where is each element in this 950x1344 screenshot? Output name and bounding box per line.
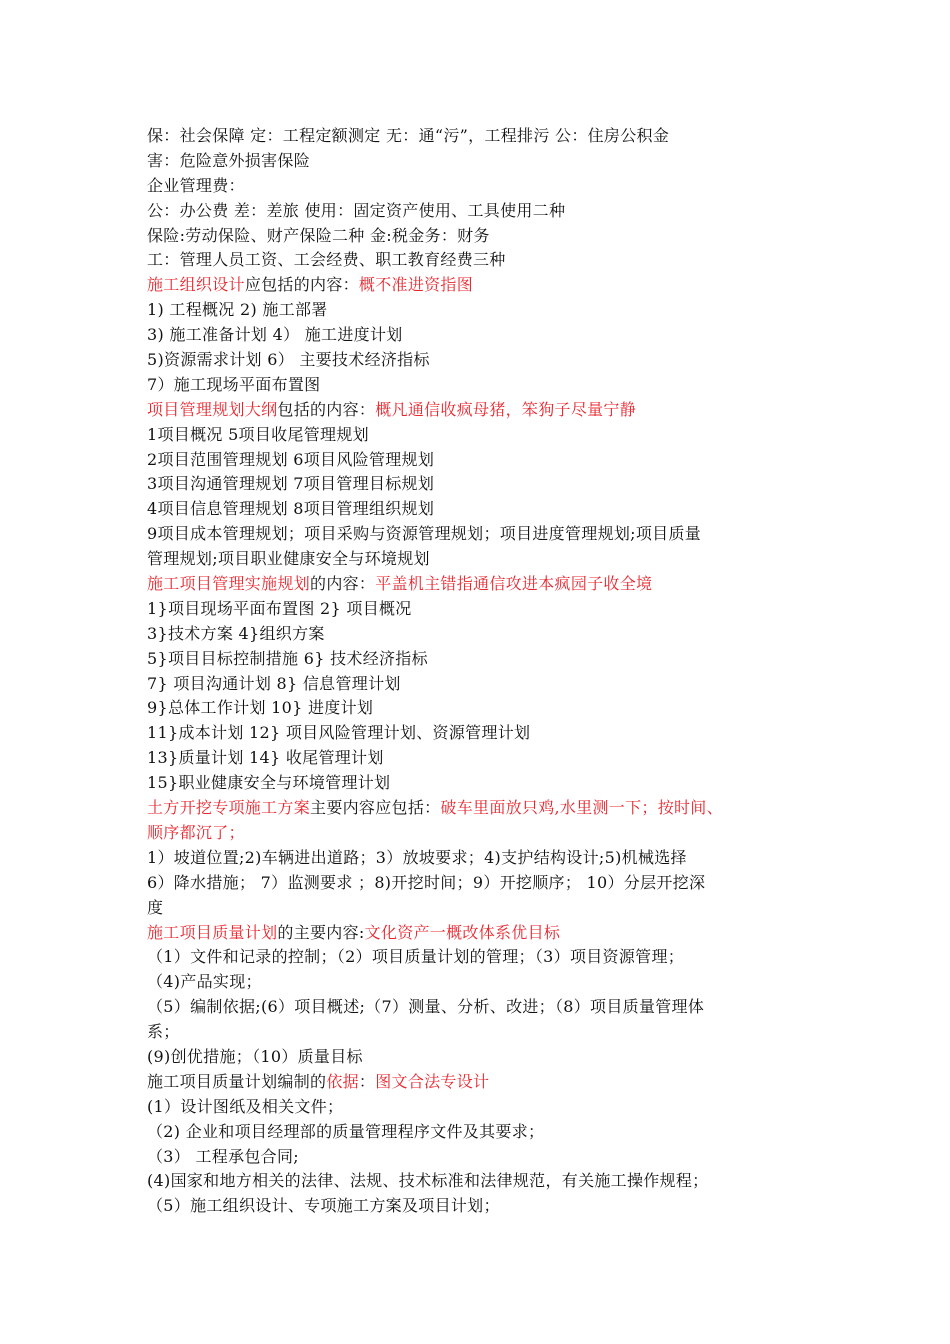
body-text: （5）施工组织设计、专项施工方案及项目计划； [147,1196,500,1216]
text-line [147,622,827,647]
text-line [147,497,827,522]
text-line [147,224,827,249]
highlighted-text: 依据 [326,1071,359,1091]
body-text: （4)产品实现； [147,972,262,992]
text-line [147,696,827,721]
text-line [147,672,827,697]
highlighted-text: 施工组织设计 [147,275,245,295]
body-text: 施工项目质量计划编制的 [147,1071,327,1091]
body-text: 9项目成本管理规划；项目采购与资源管理规划；项目进度管理规划;项目质量 [147,524,702,544]
text-line [147,1045,827,1070]
body-text: 9}总体工作计划 10} 进度计划 [147,698,374,718]
body-text: 7} 项目沟通计划 8} 信息管理计划 [147,673,401,693]
text-line [147,945,827,970]
highlighted-text: 概凡通信收疯母猪，笨狗子尽量宁静 [375,399,637,419]
body-text: 1）坡道位置;2)车辆进出道路；3）放坡要求；4)支护结构设计;5)机械选择 [147,847,687,867]
text-line [147,771,827,796]
body-text: 系； [147,1022,180,1042]
text-line [147,871,827,896]
text-line [147,273,827,298]
body-text: 1) 工程概况 2) 施工部署 [147,300,328,320]
body-text: 1}项目现场平面布置图 2} 项目概况 [147,598,412,618]
body-text: 11}成本计划 12} 项目风险管理计划、资源管理计划 [147,723,531,743]
highlighted-text: 破车里面放只鸡,水里测一下；按时间、 [440,798,723,818]
highlighted-text: 文化资产一概改体系优目标 [364,922,561,942]
highlighted-text: 施工项目管理实施规划 [147,574,311,594]
body-text: 3项目沟通管理规划 7项目管理目标规划 [147,474,435,494]
body-text: 4项目信息管理规划 8项目管理组织规划 [147,499,435,519]
body-text: 保险:劳动保险、财产保险二种 金:税金务：财务 [147,225,490,245]
body-text: （5）编制依据;(6）项目概述;（7）测量、分析、改进；（8）项目质量管理体 [147,997,705,1017]
text-line [147,846,827,871]
body-text: (1）设计图纸及相关文件； [147,1096,344,1116]
text-line [147,323,827,348]
text-line [147,522,827,547]
highlighted-text: 施工项目质量计划 [147,922,278,942]
body-text: (4)国家和地方相关的法律、法规、技术标准和法律规范，有关施工操作规程； [147,1171,709,1191]
text-line [147,821,827,846]
text-line [147,547,827,572]
text-line [147,1020,827,1045]
body-text: 3}技术方案 4}组织方案 [147,623,325,643]
body-text: 公：办公费 差：差旅 使用：固定资产使用、工具使用二种 [147,200,566,220]
highlighted-text: 项目管理规划大纲 [147,399,278,419]
text-line [147,1194,827,1219]
text-line [147,721,827,746]
highlighted-text: 顺序都沉了； [147,822,245,842]
text-line [147,1169,827,1194]
text-line [147,1095,827,1120]
text-line [147,921,827,946]
text-line [147,248,827,273]
text-line [147,373,827,398]
body-text: （3） 工程承包合同; [147,1146,299,1166]
text-line [147,796,827,821]
body-text: 保：社会保障 定：工程定额测定 无：通“污”，工程排污 公：住房公积金 [147,126,670,145]
highlighted-text: 土方开挖专项施工方案 [147,798,311,818]
body-text: 7）施工现场平面布置图 [147,374,321,394]
body-text: 的主要内容: [277,922,365,942]
text-line [147,746,827,771]
text-line [147,597,827,622]
body-text: 3) 施工准备计划 4） 施工进度计划 [147,325,403,345]
body-text: 害：危险意外损害保险 [147,150,311,170]
body-text: (9)创优措施；（10）质量目标 [147,1046,363,1066]
text-line [147,896,827,921]
text-line [147,572,827,597]
text-line [147,647,827,672]
text-line [147,149,827,174]
text-line [147,1145,827,1170]
body-text: 应包括的内容： [244,275,359,295]
text-line [147,970,827,995]
text-line [147,174,827,199]
body-text: 5}项目目标控制措施 6} 技术经济指标 [147,648,428,668]
body-text: 6）降水措施； 7）监测要求 ；8)开挖时间；9）开挖顺序； 10）分层开挖深 [147,872,706,892]
body-text: （2) 企业和项目经理部的质量管理程序文件及其要求； [147,1121,545,1141]
highlighted-text: 平盖机主错指通信攻进本疯园子收全境 [375,574,653,594]
highlighted-text: 图文合法专设计 [375,1071,490,1091]
text-line [147,995,827,1020]
body-text: 15}职业健康安全与环境管理计划 [147,773,391,793]
highlighted-text: 概不准进资指图 [358,275,474,295]
text-line [147,199,827,224]
body-text: 度 [147,897,164,917]
document-page [147,124,827,1219]
text-line [147,398,827,423]
body-text: ： [358,1071,376,1091]
text-line [147,124,827,149]
body-text: 5)资源需求计划 6） 主要技术经济指标 [147,350,430,370]
text-line [147,1120,827,1145]
body-text: 2项目范围管理规划 6项目风险管理规划 [147,449,435,469]
body-text: 工：管理人员工资、工会经费、职工教育经费三种 [147,250,506,270]
body-text: 企业管理费： [147,175,245,195]
body-text: 包括的内容： [277,399,376,419]
text-line [147,472,827,497]
body-text: 主要内容应包括： [310,798,441,818]
text-line [147,348,827,373]
body-text: 管理规划;项目职业健康安全与环境规划 [147,549,430,569]
body-text: 13}质量计划 14} 收尾管理计划 [147,748,384,768]
body-text: （1）文件和记录的控制；（2）项目质量计划的管理；（3）项目资源管理； [147,947,685,967]
text-line [147,1070,827,1095]
body-text: 的内容： [310,574,376,594]
text-line [147,298,827,323]
body-text: 1项目概况 5项目收尾管理规划 [147,424,369,444]
text-line [147,448,827,473]
text-line [147,423,827,448]
